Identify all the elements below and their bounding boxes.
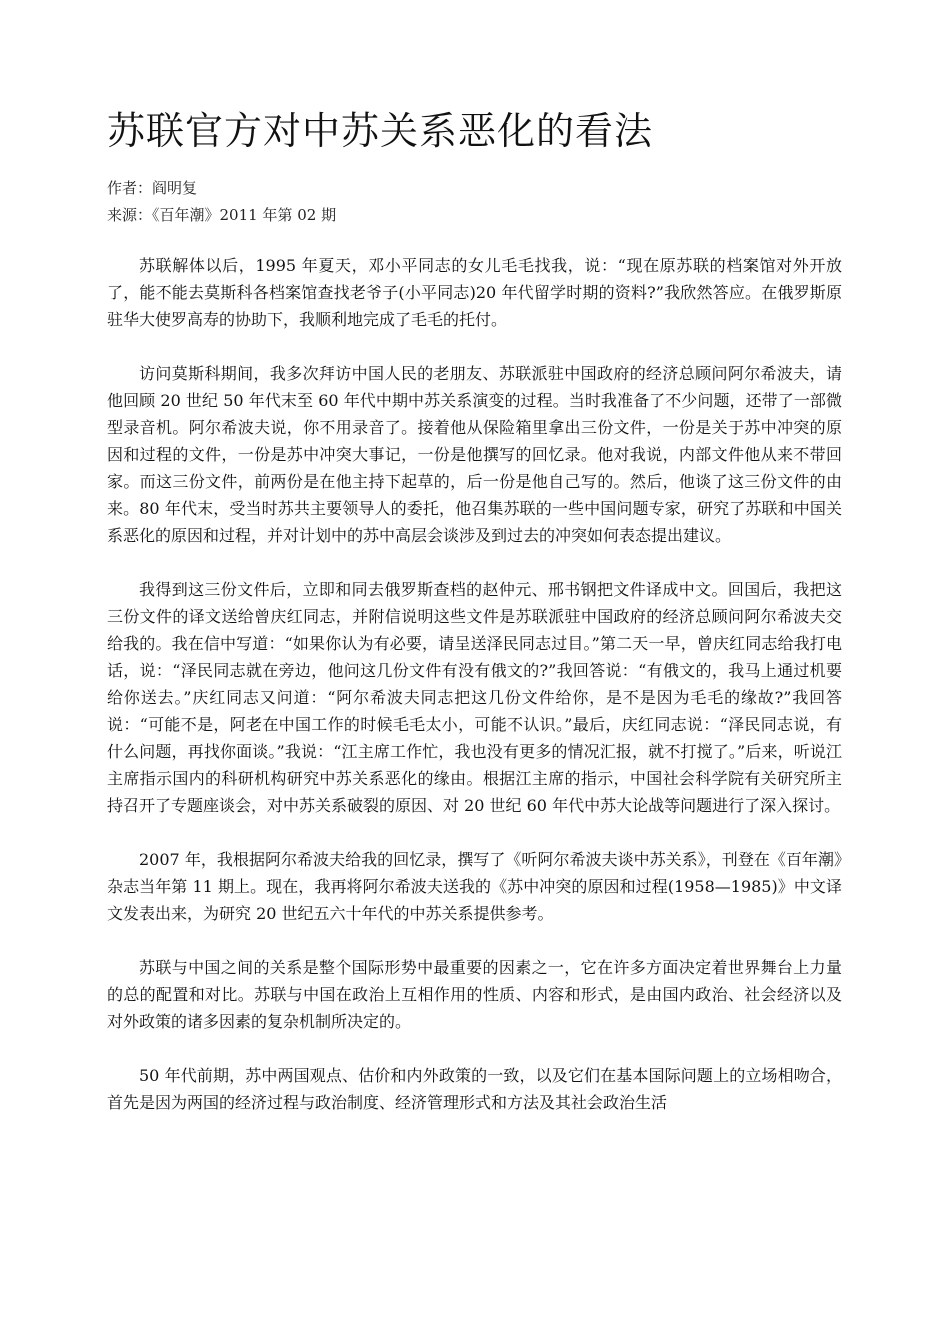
paragraph-5: 苏联与中国之间的关系是整个国际形势中最重要的因素之一，它在许多方面决定着世界舞台上力量的总的配置和对比。苏联与中国在政治上互相作用的性质、内容和形式，是由国内政治、社会经济以及对外政策的诸多因素的复杂机制所决定的。: [107, 958, 842, 1031]
paragraph-1: 苏联解体以后，1995 年夏天，邓小平同志的女儿毛毛找我，说：“现在原苏联的档案馆对外开放了，能不能去莫斯科各档案馆查找老爷子(小平同志)20 年代留学时期的资料?”我欣然答应。在俄罗斯原驻华大使罗高寿的协助下，我顺利地完成了毛毛的托付。: [107, 256, 842, 329]
article-body: [107, 252, 842, 1143]
paragraph-4: 2007 年，我根据阿尔希波夫给我的回忆录，撰写了《听阿尔希波夫谈中苏关系》，刊登在《百年潮》杂志当年第 11 期上。现在，我再将阿尔希波夫送我的《苏中冲突的原因和过程(1958—1985)》中文译文发表出来，为研究 20 世纪五六十年代的中苏关系提供参考。: [107, 850, 842, 923]
paragraph-6: 50 年代前期，苏中两国观点、估价和内外政策的一致，以及它们在基本国际问题上的立场相吻合，首先是因为两国的经济过程与政治制度、经济管理形式和方法及其社会政治生活: [107, 1066, 842, 1112]
article-title: 苏联官方对中苏关系恶化的看法: [107, 109, 654, 153]
source-line: 来源：《百年潮》2011 年第 02 期: [107, 206, 337, 224]
paragraph-3: 我得到这三份文件后，立即和同去俄罗斯查档的赵仲元、邢书钢把文件译成中文。回国后，我把这三份文件的译文送给曾庆红同志，并附信说明这些文件是苏联派驻中国政府的经济总顾问阿尔希波夫交给我的。我在信中写道：“如果你认为有必要，请呈送泽民同志过目。”第二天一早，曾庆红同志给我打电话，说：“泽民同志就在旁边，他问这几份文件有没有俄文的?”我回答说：“有俄文的，我马上通过机要给你送去。”庆红同志又问道：“阿尔希波夫同志把这几份文件给你，是不是因为毛毛的缘故?”我回答说：“可能不是，阿老在中国工作的时候毛毛太小，可能不认识。”最后，庆红同志说：“泽民同志说，有什么问题，再找你面谈。”我说：“江主席工作忙，我也没有更多的情况汇报，就不打搅了。”后来，听说江主席指示国内的科研机构研究中苏关系恶化的缘由。根据江主席的指示，中国社会科学院有关研究所主持召开了专题座谈会，对中苏关系破裂的原因、对 20 世纪 60 年代中苏大论战等问题进行了深入探讨。: [107, 580, 842, 815]
author-line: 作者：阎明复: [107, 179, 198, 197]
paragraph-2: 访问莫斯科期间，我多次拜访中国人民的老朋友、苏联派驻中国政府的经济总顾问阿尔希波夫，请他回顾 20 世纪 50 年代末至 60 年代中期中苏关系演变的过程。当时我准备了不少问题，还带了一部微型录音机。阿尔希波夫说，你不用录音了。接着他从保险箱里拿出三份文件，一份是关于苏中冲突的原因和过程的文件，一份是苏中冲突大事记，一份是他撰写的回忆录。他对我说，内部文件他从来不带回家。而这三份文件，前两份是在他主持下起草的，后一份是他自己写的。然后，他谈了这三份文件的由来。80 年代末，受当时苏共主要领导人的委托，他召集苏联的一些中国问题专家，研究了苏联和中国关系恶化的原因和过程，并对计划中的苏中高层会谈涉及到过去的冲突如何表态提出建议。: [107, 364, 842, 545]
